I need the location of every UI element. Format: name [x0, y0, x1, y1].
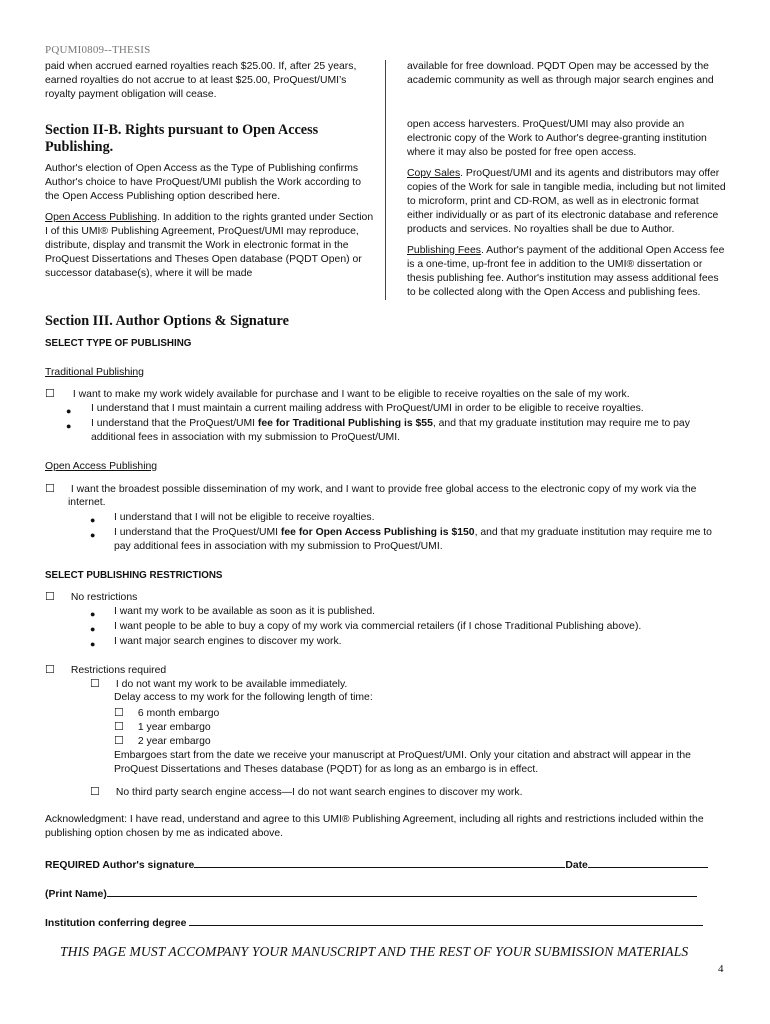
right-para1: open access harvesters. ProQuest/UMI may also provide an electronic copy of the Work to Author's degree-granting institution where it may also be posted for free open access.: [407, 119, 707, 159]
no-restrictions-text: No restrictions: [70, 592, 138, 603]
no-search-text: No third party search engine access—I do not want search engines to discover my work.: [115, 787, 523, 798]
open-access-option-cont: internet.: [68, 497, 106, 508]
date-field[interactable]: [588, 856, 708, 868]
document-header: PQUMI0809--THESIS: [45, 44, 151, 56]
footer-notice: THIS PAGE MUST ACCOMPANY YOUR MANUSCRIPT AND THE REST OF YOUR SUBMISSION MATERIALS: [60, 944, 689, 959]
select-type-heading: SELECT TYPE OF PUBLISHING: [45, 338, 192, 349]
open-access-option: [45, 482, 696, 498]
embargo-6-checkbox[interactable]: ☐: [114, 707, 124, 719]
traditional-fee: fee for Traditional Publishing is $55: [257, 418, 433, 429]
open-access-lead: Open Access Publishing: [45, 211, 158, 223]
copy-sales-para: [407, 167, 727, 238]
right-column-top: [407, 60, 727, 94]
delay-option-text: I do not want my work to be available immediately.: [115, 679, 348, 690]
embargo-1-text: 1 year embargo: [137, 722, 211, 733]
traditional-option-text: I want to make my work widely available for purchase and I want to be eligible to receive royalties on the sale of my work.: [72, 389, 630, 400]
print-name-row: [45, 885, 697, 903]
signature-label: REQUIRED Author's signature: [45, 860, 195, 871]
copy-sales-lead: Copy Sales: [407, 167, 461, 179]
embargo-2-checkbox[interactable]: ☐: [114, 735, 124, 747]
right-top-text: available for free download. PQDT Open may be accessed by the academic community as well as through major search engines and: [407, 61, 714, 87]
open-access-heading: Open Access Publishing: [45, 461, 158, 472]
restrictions-required-checkbox[interactable]: ☐: [45, 664, 55, 676]
section-2b-para2: [45, 211, 375, 282]
traditional-bullet-2-cont: additional fees in association with my submission to ProQuest/UMI.: [91, 432, 400, 443]
open-access-bullet-2: I understand that the ProQuest/UMI fee for Open Access Publishing is $150, and that my graduate institution may require me to: [114, 527, 712, 538]
traditional-bullet-1: I understand that I must maintain a current mailing address with ProQuest/UMI in order to be eligible to receive royalties.: [91, 403, 644, 414]
royalty-text: paid when accrued earned royalties reach $25.00. If, after 25 years, earned royalties do not accrue to at least $25.00, ProQuest/UMI’s royalty payment obligation will cease.: [45, 61, 357, 101]
delay-checkbox[interactable]: ☐: [90, 678, 100, 690]
no-restrictions-bullet-3: I want major search engines to discover my work.: [114, 636, 342, 647]
section-2b-body: [45, 162, 375, 288]
bullet-icon: ●: [66, 421, 72, 431]
right-column: [407, 118, 727, 306]
open-access-bullet-1: I understand that I will not be eligible to receive royalties.: [114, 512, 375, 523]
bullet-icon: ●: [90, 639, 96, 649]
institution-label: Institution conferring degree: [45, 918, 190, 929]
bullet-icon: ●: [90, 624, 96, 634]
column-divider: [385, 60, 386, 300]
open-access-checkbox[interactable]: ☐: [45, 483, 55, 495]
publishing-fees-lead: Publishing Fees: [407, 244, 481, 256]
bullet-icon: ●: [66, 406, 72, 416]
select-restrictions-heading: SELECT PUBLISHING RESTRICTIONS: [45, 570, 223, 581]
section-3-title: Section III. Author Options & Signature: [45, 313, 289, 329]
no-search-checkbox[interactable]: ☐: [90, 786, 100, 798]
embargo-note-1: Embargoes start from the date we receive your manuscript at ProQuest/UMI. Only your citation and abstract will appear in the: [114, 750, 691, 761]
acknowledgment-line-1: Acknowledgment: I have read, understand and agree to this UMI® Publishing Agreement, including all rights and restrictions included within the: [45, 814, 704, 825]
no-restrictions-bullet-1: I want my work to be available as soon as it is published.: [114, 606, 376, 617]
left-column: [45, 60, 375, 109]
page-number: 4: [718, 963, 724, 975]
open-access-text: . In addition to the rights granted under Section I of this UMI® Publishing Agreement, ProQuest/UMI may reproduce, distribute, display and transmit the Work in electronic format in the ProQuest Dissertations and Theses Open database (PQDT Open) or successor database(s), where it will be made: [45, 211, 374, 280]
embargo-1-checkbox[interactable]: ☐: [114, 721, 124, 733]
embargo-2-option: [114, 734, 211, 750]
print-name-field[interactable]: [107, 885, 697, 897]
bullet-icon: ●: [90, 530, 96, 540]
traditional-bullet-2: I understand that the ProQuest/UMI fee for Traditional Publishing is $55, and that my graduate institution may require me to pay: [91, 418, 690, 429]
no-restrictions-checkbox[interactable]: ☐: [45, 591, 55, 603]
institution-field[interactable]: [189, 914, 703, 926]
section-2b-title: Section II-B. Rights pursuant to Open Access Publishing.: [45, 122, 319, 155]
restrictions-required-text: Restrictions required: [70, 665, 167, 676]
no-restrictions-bullet-2: I want people to be able to buy a copy of my work via commercial retailers (if I chose Traditional Publishing above).: [114, 621, 642, 632]
no-restrictions-option: [45, 590, 137, 606]
institution-row: [45, 914, 703, 932]
delay-instruction: Delay access to my work for the following length of time:: [114, 692, 373, 703]
open-access-fee: fee for Open Access Publishing is $150: [280, 527, 475, 538]
traditional-option: [45, 387, 630, 403]
acknowledgment-line-2: publishing option chosen by me as indicated above.: [45, 828, 283, 839]
embargo-6-text: 6 month embargo: [137, 708, 220, 719]
copy-sales-text: . ProQuest/UMI and its agents and distributors may offer copies of the Work for sale in tangible media, including but not limited to microform, print and CD-ROM, as well as in electronic format either individually or as part of its electronic database and reference products and services. No royalties shall be due to Author.: [407, 167, 726, 236]
publishing-fees-para: [407, 244, 727, 301]
bullet-icon: ●: [90, 609, 96, 619]
open-access-option-text: I want the broadest possible dissemination of my work, and I want to provide free global access to the electronic copy of my work via the: [70, 484, 697, 495]
print-name-label: (Print Name): [45, 889, 107, 900]
date-label: Date: [565, 860, 588, 871]
open-access-bullet-2-cont: pay additional fees in association with my submission to ProQuest/UMI.: [114, 541, 443, 552]
embargo-note-2: ProQuest Dissertations and Theses database (PQDT) for as long as an embargo is in effect.: [114, 764, 539, 775]
traditional-heading: Traditional Publishing: [45, 367, 144, 378]
publishing-fees-text: . Author's payment of the additional Open Access fee is a one-time, up-front fee in addition to the UMI® dissertation or thesis publishing fee. Author's institution may assess additional fees to be collected along with the Open Access and publishing fees.: [407, 244, 725, 299]
signature-field[interactable]: [194, 856, 565, 868]
section-2b-para1: Author's election of Open Access as the Type of Publishing confirms Author's choice to have ProQuest/UMI publish the Work according to the Open Access Publishing option described here.: [45, 163, 361, 203]
bullet-icon: ●: [90, 515, 96, 525]
traditional-checkbox[interactable]: ☐: [45, 388, 55, 400]
signature-row: [45, 856, 708, 874]
no-search-option: [90, 785, 522, 801]
embargo-2-text: 2 year embargo: [137, 736, 211, 747]
